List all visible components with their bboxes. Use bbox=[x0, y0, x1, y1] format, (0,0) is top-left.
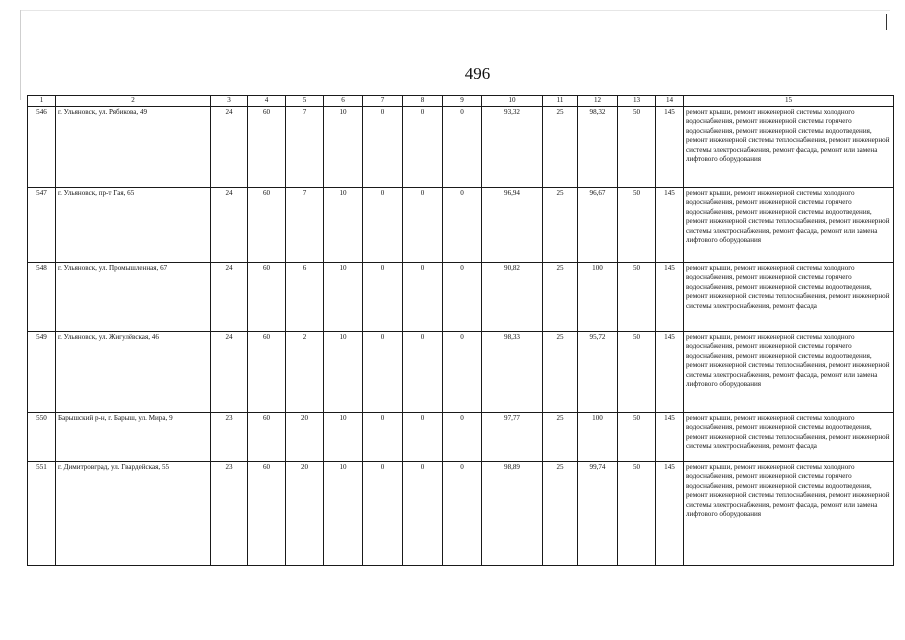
cell-col11: 25 bbox=[543, 106, 578, 187]
cell-col3: 24 bbox=[211, 187, 248, 262]
cell-col9: 0 bbox=[443, 262, 482, 331]
cell-row-number: 550 bbox=[28, 412, 56, 461]
cell-col7: 0 bbox=[363, 187, 403, 262]
cell-col6: 10 bbox=[324, 106, 363, 187]
cell-col4: 60 bbox=[248, 262, 286, 331]
column-header: 11 bbox=[543, 96, 578, 107]
cell-col5: 20 bbox=[286, 412, 324, 461]
scan-edge-top bbox=[20, 10, 890, 11]
table-body bbox=[28, 106, 894, 565]
cell-col12: 98,32 bbox=[578, 106, 618, 187]
cell-col7: 0 bbox=[363, 461, 403, 565]
cell-col10: 96,94 bbox=[482, 187, 543, 262]
cell-works-list: ремонт крыши, ремонт инженерной системы холодного водоснабжения, ремонт инженерной системы водоотведения, ремонт инженерной системы теплоснабжения, ремонт инженерной системы электроснабжения, ремонт фасада bbox=[684, 412, 894, 461]
cell-col6: 10 bbox=[324, 331, 363, 412]
cell-address: г. Ульяновск, пр-т Гая, 65 bbox=[56, 187, 211, 262]
cell-row-number: 549 bbox=[28, 331, 56, 412]
column-header: 8 bbox=[403, 96, 443, 107]
cell-col4: 60 bbox=[248, 461, 286, 565]
cell-col8: 0 bbox=[403, 106, 443, 187]
cell-col3: 24 bbox=[211, 106, 248, 187]
cell-col13: 50 bbox=[618, 187, 656, 262]
cell-col13: 50 bbox=[618, 262, 656, 331]
cell-col8: 0 bbox=[403, 412, 443, 461]
cell-works-list: ремонт крыши, ремонт инженерной системы холодного водоснабжения, ремонт инженерной системы горячего водоснабжения, ремонт инженерной системы водоотведения, ремонт инженерной системы теплоснабжения, ремонт инженерной системы электроснабжения, ремонт фасада, ремонт или замена лифтового оборудования bbox=[684, 187, 894, 262]
cell-col10: 93,32 bbox=[482, 106, 543, 187]
cell-col9: 0 bbox=[443, 331, 482, 412]
column-header: 4 bbox=[248, 96, 286, 107]
cell-col5: 7 bbox=[286, 187, 324, 262]
cell-row-number: 551 bbox=[28, 461, 56, 565]
table-row bbox=[28, 412, 894, 461]
cell-col9: 0 bbox=[443, 412, 482, 461]
cell-col14: 145 bbox=[656, 412, 684, 461]
cell-row-number: 546 bbox=[28, 106, 56, 187]
cell-col5: 7 bbox=[286, 106, 324, 187]
table-header bbox=[28, 96, 894, 107]
page-number: 496 bbox=[464, 64, 491, 83]
cell-col5: 6 bbox=[286, 262, 324, 331]
cell-col5: 2 bbox=[286, 331, 324, 412]
cell-col4: 60 bbox=[248, 106, 286, 187]
cell-col4: 60 bbox=[248, 187, 286, 262]
cell-col7: 0 bbox=[363, 106, 403, 187]
cell-col10: 98,89 bbox=[482, 461, 543, 565]
cell-col5: 20 bbox=[286, 461, 324, 565]
cell-address: Барышский р-н, г. Барыш, ул. Мира, 9 bbox=[56, 412, 211, 461]
column-header: 2 bbox=[56, 96, 211, 107]
column-header: 5 bbox=[286, 96, 324, 107]
cell-col14: 145 bbox=[656, 461, 684, 565]
cell-col3: 23 bbox=[211, 412, 248, 461]
cell-col6: 10 bbox=[324, 412, 363, 461]
cell-col14: 145 bbox=[656, 262, 684, 331]
cell-col12: 95,72 bbox=[578, 331, 618, 412]
column-header: 3 bbox=[211, 96, 248, 107]
table-row bbox=[28, 187, 894, 262]
cell-col13: 50 bbox=[618, 331, 656, 412]
cell-col4: 60 bbox=[248, 412, 286, 461]
cell-col11: 25 bbox=[543, 461, 578, 565]
cell-col7: 0 bbox=[363, 412, 403, 461]
cell-col12: 99,74 bbox=[578, 461, 618, 565]
cell-col3: 23 bbox=[211, 461, 248, 565]
column-header: 7 bbox=[363, 96, 403, 107]
column-header: 9 bbox=[443, 96, 482, 107]
column-header: 13 bbox=[618, 96, 656, 107]
table-row bbox=[28, 262, 894, 331]
cell-row-number: 548 bbox=[28, 262, 56, 331]
cell-col11: 25 bbox=[543, 412, 578, 461]
scan-edge-left bbox=[20, 10, 21, 100]
cell-col6: 10 bbox=[324, 461, 363, 565]
cell-address: г. Ульяновск, ул. Рябикова, 49 bbox=[56, 106, 211, 187]
cell-col14: 145 bbox=[656, 331, 684, 412]
cell-col10: 97,77 bbox=[482, 412, 543, 461]
cell-col7: 0 bbox=[363, 331, 403, 412]
column-header: 15 bbox=[684, 96, 894, 107]
cell-works-list: ремонт крыши, ремонт инженерной системы холодного водоснабжения, ремонт инженерной системы горячего водоснабжения, ремонт инженерной системы водоотведения, ремонт инженерной системы теплоснабжения, ремонт инженерной системы электроснабжения, ремонт фасада bbox=[684, 262, 894, 331]
table-row bbox=[28, 461, 894, 565]
cell-col10: 98,33 bbox=[482, 331, 543, 412]
cell-col6: 10 bbox=[324, 262, 363, 331]
cell-col10: 90,82 bbox=[482, 262, 543, 331]
column-header: 1 bbox=[28, 96, 56, 107]
cell-address: г. Ульяновск, ул. Жигулёвская, 46 bbox=[56, 331, 211, 412]
cell-col13: 50 bbox=[618, 461, 656, 565]
cell-col6: 10 bbox=[324, 187, 363, 262]
column-header: 12 bbox=[578, 96, 618, 107]
cell-col7: 0 bbox=[363, 262, 403, 331]
cell-col9: 0 bbox=[443, 187, 482, 262]
cell-address: г. Димитровград, ул. Гвардейская, 55 bbox=[56, 461, 211, 565]
cell-col11: 25 bbox=[543, 187, 578, 262]
column-header: 14 bbox=[656, 96, 684, 107]
cell-col14: 145 bbox=[656, 187, 684, 262]
cell-col9: 0 bbox=[443, 461, 482, 565]
cell-col11: 25 bbox=[543, 331, 578, 412]
cell-col3: 24 bbox=[211, 262, 248, 331]
cell-works-list: ремонт крыши, ремонт инженерной системы холодного водоснабжения, ремонт инженерной системы горячего водоснабжения, ремонт инженерной системы водоотведения, ремонт инженерной системы теплоснабжения, ремонт инженерной системы электроснабжения, ремонт фасада, ремонт или замена лифтового оборудования bbox=[684, 331, 894, 412]
table-row bbox=[28, 331, 894, 412]
cell-works-list: ремонт крыши, ремонт инженерной системы холодного водоснабжения, ремонт инженерной системы горячего водоснабжения, ремонт инженерной системы водоотведения, ремонт инженерной системы теплоснабжения, ремонт инженерной системы электроснабжения, ремонт фасада, ремонт или замена лифтового оборудования bbox=[684, 461, 894, 565]
cell-col8: 0 bbox=[403, 262, 443, 331]
cell-address: г. Ульяновск, ул. Промышленная, 67 bbox=[56, 262, 211, 331]
scan-edge-right bbox=[886, 14, 887, 30]
header-row bbox=[28, 96, 894, 107]
cell-col3: 24 bbox=[211, 331, 248, 412]
cell-col14: 145 bbox=[656, 106, 684, 187]
cell-col8: 0 bbox=[403, 187, 443, 262]
cell-col13: 50 bbox=[618, 412, 656, 461]
cell-col8: 0 bbox=[403, 461, 443, 565]
cell-col12: 96,67 bbox=[578, 187, 618, 262]
cell-row-number: 547 bbox=[28, 187, 56, 262]
cell-col11: 25 bbox=[543, 262, 578, 331]
cell-col8: 0 bbox=[403, 331, 443, 412]
cell-col9: 0 bbox=[443, 106, 482, 187]
table-row bbox=[28, 106, 894, 187]
column-header: 10 bbox=[482, 96, 543, 107]
cell-col4: 60 bbox=[248, 331, 286, 412]
column-header: 6 bbox=[324, 96, 363, 107]
cell-works-list: ремонт крыши, ремонт инженерной системы холодного водоснабжения, ремонт инженерной системы горячего водоснабжения, ремонт инженерной системы водоотведения, ремонт инженерной системы теплоснабжения, ремонт инженерной системы электроснабжения, ремонт фасада, ремонт или замена лифтового оборудования bbox=[684, 106, 894, 187]
cell-col12: 100 bbox=[578, 262, 618, 331]
cell-col13: 50 bbox=[618, 106, 656, 187]
cell-col12: 100 bbox=[578, 412, 618, 461]
registry-table bbox=[27, 95, 894, 566]
